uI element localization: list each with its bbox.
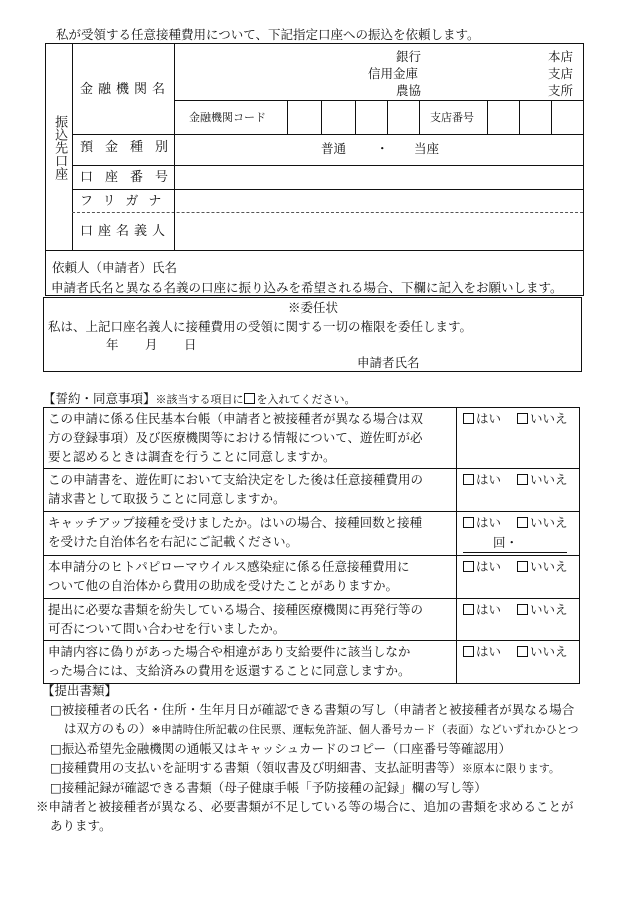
no-checkbox[interactable]: いいえ bbox=[517, 515, 568, 530]
furigana-label: フリガナ bbox=[80, 194, 172, 209]
proxy-date-year: 年 bbox=[106, 337, 119, 352]
yes-checkbox[interactable]: はい bbox=[463, 602, 501, 617]
consent-question-line: この申請書を、遊佐町において支給決定をした後は任意接種費用の bbox=[48, 472, 424, 488]
bank-type-ginko: 銀行 bbox=[396, 49, 422, 64]
checkbox-icon[interactable] bbox=[463, 646, 474, 657]
no-checkbox[interactable]: いいえ bbox=[517, 559, 568, 574]
consent-question-line: を受けた自治体名を右記にご記載ください。 bbox=[48, 533, 299, 549]
consent-question bbox=[44, 511, 457, 556]
deposit-option-futsu[interactable]: 普通 bbox=[321, 141, 347, 156]
no-checkbox[interactable]: いいえ bbox=[517, 644, 568, 659]
bank-type-shinkin: 信用金庫 bbox=[368, 66, 419, 81]
consent-question bbox=[44, 469, 457, 512]
consent-question-line: 要と認めるときは調査を行うことに同意しますか。 bbox=[48, 448, 336, 464]
documents-heading: 【提出書類】 bbox=[42, 683, 118, 698]
deposit-type-label: 預金種別 bbox=[80, 140, 181, 155]
consent-question-line: 提出に必要な書類を紛失している場合、接種医療機関に再発行等の bbox=[48, 601, 424, 617]
consent-table bbox=[43, 407, 580, 684]
consent-answer bbox=[457, 641, 580, 684]
checkbox-icon[interactable] bbox=[517, 646, 528, 657]
deposit-option-sep: ・ bbox=[376, 141, 389, 156]
consent-question bbox=[44, 641, 457, 684]
document-item-4: □接種記録が確認できる書類（母子健康手帳「予防接種の記録」欄の写し等） bbox=[50, 780, 487, 795]
proxy-box bbox=[43, 297, 582, 372]
documents-section bbox=[36, 681, 630, 835]
consent-question-line: 方の登録事項）及び医療機関等における情報について、遊佐町が必 bbox=[48, 429, 423, 445]
consent-question bbox=[44, 556, 457, 599]
bank-code-label: 金融機関コード bbox=[189, 111, 266, 124]
proxy-date-month: 月 bbox=[145, 337, 158, 352]
yes-checkbox[interactable]: はい bbox=[463, 411, 501, 426]
consent-answer bbox=[457, 598, 580, 641]
intro-text: 私が受領する任意接種費用について、下記指定口座への振込を依頼します。 bbox=[56, 27, 480, 42]
document-item-1-cont: は双方のもの）※申請時住所記載の住民票、運転免許証、個人番号カード（表面）などいずれかひとつ bbox=[64, 721, 579, 736]
documents-note-cont: あります。 bbox=[50, 818, 112, 833]
consent-answer bbox=[457, 408, 580, 469]
consent-row bbox=[44, 598, 580, 641]
account-holder-label: 口座名義人 bbox=[80, 224, 171, 239]
consent-answer bbox=[457, 469, 580, 512]
checkbox-icon[interactable] bbox=[463, 517, 474, 528]
consent-row bbox=[44, 469, 580, 512]
checkbox-icon[interactable] bbox=[463, 561, 474, 572]
yes-checkbox[interactable]: はい bbox=[463, 472, 501, 487]
checkbox-icon[interactable] bbox=[517, 561, 528, 572]
checkbox-icon[interactable] bbox=[517, 474, 528, 485]
branch-type-shiten: 支店 bbox=[548, 66, 574, 81]
yes-checkbox[interactable]: はい bbox=[463, 644, 501, 659]
account-number-label: 口座番号 bbox=[80, 170, 181, 185]
consent-row bbox=[44, 641, 580, 684]
account-section-label: 振込先口座 bbox=[46, 44, 73, 250]
checkbox-icon bbox=[244, 393, 255, 404]
checkbox-icon[interactable] bbox=[463, 474, 474, 485]
consent-question-line: 可否について問い合わせを行いましたか。 bbox=[48, 620, 286, 636]
checkbox-icon[interactable] bbox=[463, 604, 474, 615]
no-checkbox[interactable]: いいえ bbox=[517, 472, 568, 487]
consent-question-line: ついて他の自治体から費用の助成を受けたことがありますか。 bbox=[48, 578, 399, 593]
no-checkbox[interactable]: いいえ bbox=[517, 602, 568, 617]
no-checkbox[interactable]: いいえ bbox=[517, 411, 568, 426]
branch-type-honten: 本店 bbox=[548, 49, 574, 64]
proxy-date-day: 日 bbox=[184, 337, 197, 352]
consent-question bbox=[44, 598, 457, 641]
yes-checkbox[interactable]: はい bbox=[463, 559, 501, 574]
branch-type-shisho: 支所 bbox=[548, 83, 574, 98]
consent-heading: 【誓約・同意事項】※該当する項目に を入れてください。 bbox=[43, 391, 356, 406]
proxy-notice: 申請者氏名と異なる名義の口座に振り込みを希望される場合、下欄に記入をお願いします。 bbox=[51, 280, 563, 295]
checkbox-icon[interactable] bbox=[517, 604, 528, 615]
consent-question-line: った場合には、支給済みの費用を返還することに同意しますか。 bbox=[48, 663, 411, 678]
deposit-option-toza[interactable]: 当座 bbox=[414, 141, 440, 156]
consent-question-line: キャッチアップ接種を受けましたか。はいの場合、接種回数と接種 bbox=[48, 514, 423, 530]
consent-row bbox=[44, 556, 580, 599]
checkbox-icon[interactable] bbox=[517, 517, 528, 528]
consent-answer bbox=[457, 556, 580, 599]
vaccination-count-field[interactable]: 回・ bbox=[463, 534, 567, 554]
account-table bbox=[45, 43, 584, 296]
consent-row bbox=[44, 408, 580, 469]
yes-checkbox[interactable]: はい bbox=[463, 515, 501, 530]
requester-name-label: 依頼人（申請者）氏名 bbox=[52, 260, 178, 275]
proxy-title: ※委任状 bbox=[288, 300, 339, 315]
proxy-signature-label: 申請者氏名 bbox=[357, 355, 420, 370]
consent-row bbox=[44, 511, 580, 556]
document-item-2: □振込希望先金融機関の通帳又はキャッシュカードのコピー（口座番号等確認用） bbox=[50, 741, 512, 756]
documents-note: ※申請者と被接種者が異なる、必要書類が不足している等の場合に、追加の書類を求めることが bbox=[36, 799, 574, 814]
bank-type-nokyo: 農協 bbox=[396, 83, 422, 98]
consent-answer bbox=[457, 511, 580, 556]
branch-code-label: 支店番号 bbox=[430, 111, 474, 124]
document-item-3: □接種費用の支払いを証明する書類（領収書及び明細書、支払証明書等）※原本に限ります。 bbox=[50, 760, 560, 775]
consent-question-line: 請求書として取扱うことに同意しますか。 bbox=[48, 491, 286, 506]
bank-name-label: 金融機関名 bbox=[80, 82, 171, 97]
consent-question bbox=[44, 408, 457, 469]
proxy-body: 私は、上記口座名義人に接種費用の受領に関する一切の権限を委任します。 bbox=[48, 319, 473, 334]
consent-question-line: 本申請分のヒトパピローマウイルス感染症に係る任意接種費用に bbox=[48, 559, 410, 575]
checkbox-icon[interactable] bbox=[517, 413, 528, 424]
checkbox-icon[interactable] bbox=[463, 413, 474, 424]
consent-question-line: 申請内容に偽りがあった場合や相違があり支給要件に該当しなか bbox=[48, 644, 411, 660]
consent-question-line: この申請に係る住民基本台帳（申請者と被接種者が異なる場合は双 bbox=[48, 411, 424, 426]
document-item-1: □被接種者の氏名・住所・生年月日が確認できる書類の写し（申請者と被接種者が異なる場合 bbox=[50, 702, 575, 717]
